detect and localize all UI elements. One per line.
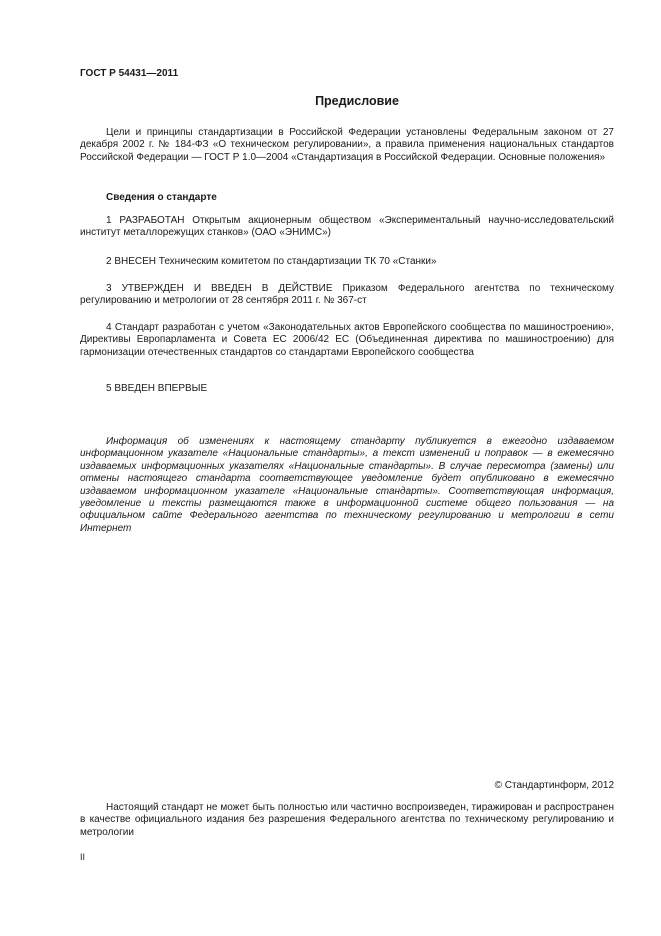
item-4-developed-considering: 4 Стандарт разработан с учетом «Законодательных актов Европейского сообщества по машиностроению», Директивы Европарламента и Совета ЕС 2006/42 ЕС (Объединенная директива по машиностроению) для гармонизации отечественных стандартов со стандартами Европейского сообщества — [80, 322, 614, 358]
item-1-developed: 1 РАЗРАБОТАН Открытым акционерным обществом «Экспериментальный научно-исследовательский институт металлорежущих станков» (ОАО «ЭНИМС») — [80, 215, 614, 239]
item-3-approved: 3 УТВЕРЖДЕН И ВВЕДЕН В ДЕЙСТВИЕ Приказом Федерального агентства по техническому регулированию и метрологии от 28 сентября 2011 г. № 367-ст — [80, 283, 614, 307]
copyright-notice: © Стандартинформ, 2012 — [494, 780, 614, 791]
rights-notice: Настоящий стандарт не может быть полностью или частично воспроизведен, тиражирован и распространен в качестве официального издания без разрешения Федерального агентства по техническому регулированию и метрологии — [80, 802, 614, 838]
page-number: II — [80, 852, 86, 862]
document-number-header: ГОСТ Р 54431—2011 — [80, 68, 179, 79]
page-title: Предисловие — [315, 94, 399, 108]
info-heading: Сведения о стандарте — [106, 192, 217, 203]
item-5-first-introduced: 5 ВВЕДЕН ВПЕРВЫЕ — [106, 383, 208, 394]
changes-notice: Информация об изменениях к настоящему стандарту публикуется в ежегодно издаваемом информационном указателе «Национальные стандарты», а текст изменений и поправок — в ежемесячно издаваемых информационных указателях «Национальные стандарты». В случае пересмотра (замены) или отмены настоящего стандарта соответствующее уведомление будет опубликовано в ежемесячно издаваемом информационном указателе «Национальные стандарты». Соответствующая информация, уведомление и тексты размещаются также в информационной системе общего пользования — на официальном сайте Федерального агентства по техническому регулированию и метрологии в сети Интернет — [80, 436, 614, 534]
item-2-introduced: 2 ВНЕСЕН Техническим комитетом по стандартизации ТК 70 «Станки» — [106, 256, 437, 267]
intro-paragraph: Цели и принципы стандартизации в Российской Федерации установлены Федеральным законом от 27 декабря 2002 г. № 184-ФЗ «О техническом регулировании», а правила применения национальных стандартов Российской Федерации — ГОСТ Р 1.0—2004 «Стандартизация в Российской Федерации. Основные положения» — [80, 127, 614, 163]
